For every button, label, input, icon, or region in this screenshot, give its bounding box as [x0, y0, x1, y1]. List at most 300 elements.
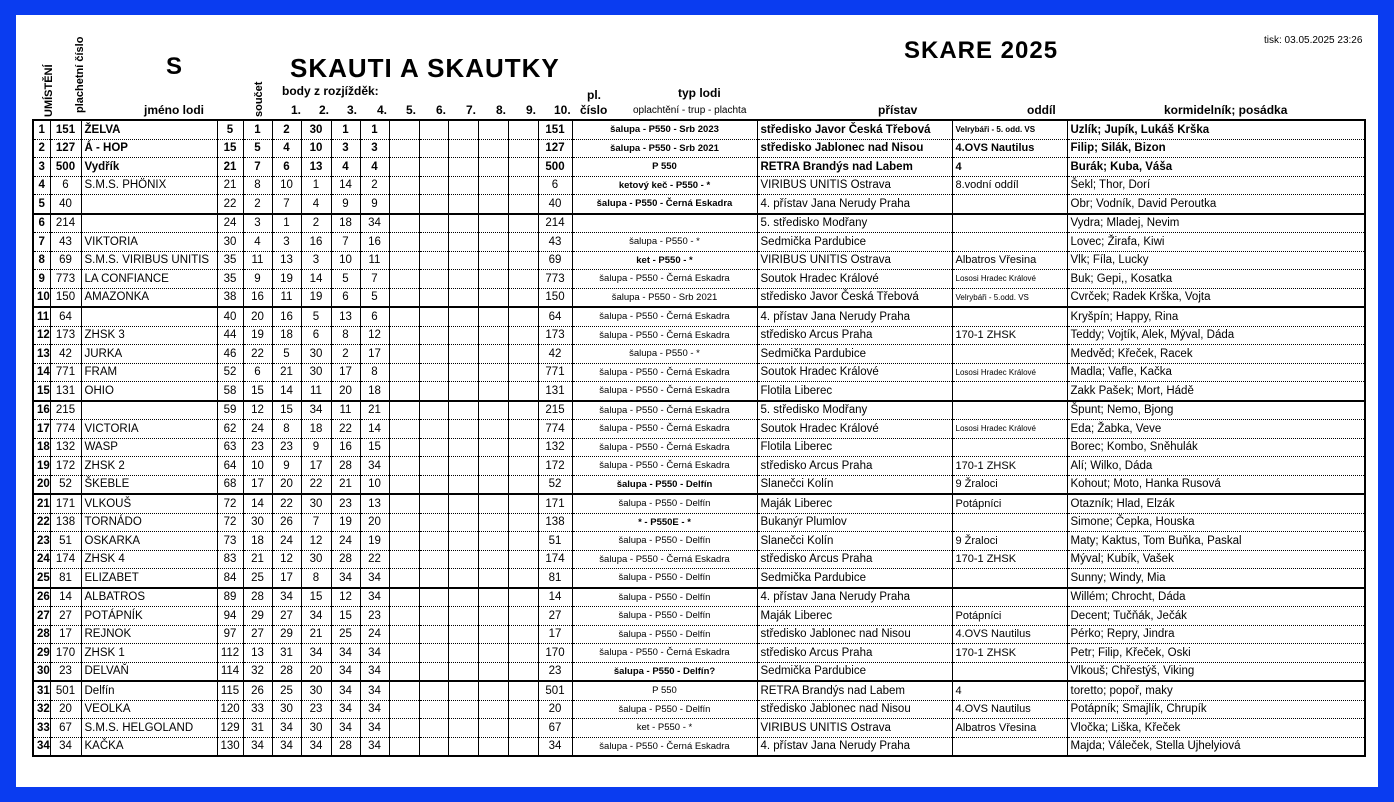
boat-name-cell — [81, 307, 217, 326]
crew-cell: Pérko; Repry, Jindra — [1067, 625, 1365, 644]
race-points-cell-empty — [448, 494, 478, 513]
race-points-cell: 3 — [301, 251, 331, 270]
boat-type-cell: P 550 — [572, 681, 757, 700]
total-cell: 73 — [217, 532, 243, 551]
race-points-cell-empty — [478, 438, 508, 457]
race-points-cell-empty — [478, 588, 508, 607]
race-points-cell: 8 — [272, 420, 301, 439]
total-cell: 120 — [217, 700, 243, 719]
sail-number-cell: 214 — [50, 214, 81, 233]
sail-number-cell: 6 — [50, 176, 81, 195]
race-points-cell-empty — [508, 550, 538, 569]
race-points-cell-empty — [448, 700, 478, 719]
race-points-cell: 26 — [243, 681, 272, 700]
race-points-cell: 27 — [272, 607, 301, 626]
race-points-cell: 19 — [301, 288, 331, 307]
sail-number-cell: 52 — [50, 475, 81, 494]
race-points-cell: 20 — [272, 475, 301, 494]
race-points-cell: 28 — [331, 737, 360, 756]
race-points-cell-empty — [419, 681, 448, 700]
race-points-cell: 2 — [272, 120, 301, 139]
race-points-cell: 20 — [243, 307, 272, 326]
sail-number-short-cell: 51 — [538, 532, 572, 551]
crew-cell: Simone; Čepka, Houska — [1067, 513, 1365, 532]
table-row — [33, 737, 1365, 756]
boat-type-cell: šalupa - P550 - Černá Eskadra — [572, 195, 757, 214]
boat-type-cell: šalupa - P550 - Černá Eskadra — [572, 420, 757, 439]
crew-cell: Kohout; Moto, Hanka Rusová — [1067, 475, 1365, 494]
table-row — [33, 401, 1365, 420]
boat-type-cell: šalupa - P550 - Černá Eskadra — [572, 270, 757, 289]
harbour-cell: Soutok Hradec Králové — [757, 270, 952, 289]
boat-name-cell: ZHSK 3 — [81, 326, 217, 345]
race-points-cell-empty — [508, 158, 538, 177]
table-row — [33, 550, 1365, 569]
print-time: tisk: 03.05.2025 23:26 — [1264, 35, 1363, 46]
race-points-cell: 12 — [360, 326, 389, 345]
table-row — [33, 326, 1365, 345]
race-points-cell: 15 — [301, 588, 331, 607]
race-points-cell-empty — [448, 662, 478, 681]
boat-name-cell — [81, 401, 217, 420]
total-cell: 21 — [217, 158, 243, 177]
sail-number-cell: 774 — [50, 420, 81, 439]
race-points-cell: 34 — [331, 719, 360, 738]
race-points-cell: 34 — [331, 569, 360, 588]
race-points-cell-empty — [389, 438, 419, 457]
harbour-cell: VIRIBUS UNITIS Ostrava — [757, 251, 952, 270]
unit-cell: 4.OVS Nautilus — [952, 139, 1067, 158]
race-points-cell: 5 — [301, 307, 331, 326]
race-points-cell-empty — [448, 139, 478, 158]
race-points-cell-empty — [419, 438, 448, 457]
sail-number-cell: 773 — [50, 270, 81, 289]
total-cell: 40 — [217, 307, 243, 326]
unit-cell — [952, 737, 1067, 756]
race-points-cell-empty — [478, 401, 508, 420]
crew-cell: toretto; popoř, maky — [1067, 681, 1365, 700]
total-cell: 38 — [217, 288, 243, 307]
race-points-cell: 34 — [331, 681, 360, 700]
race-points-cell-empty — [419, 363, 448, 382]
sail-number-cell: 771 — [50, 363, 81, 382]
race-points-cell-empty — [448, 363, 478, 382]
header-boat-name: jméno lodi — [144, 103, 204, 117]
race-points-cell-empty — [448, 251, 478, 270]
race-points-cell: 11 — [331, 401, 360, 420]
sail-number-short-cell: 131 — [538, 382, 572, 401]
race-points-cell-empty — [478, 513, 508, 532]
boat-name-cell: VEOLKA — [81, 700, 217, 719]
race-points-cell: 20 — [331, 382, 360, 401]
crew-cell: Teddy; Vojtík, Alek, Mýval, Dáda — [1067, 326, 1365, 345]
boat-type-cell: šalupa - P550 - Černá Eskadra — [572, 550, 757, 569]
race-points-cell-empty — [389, 494, 419, 513]
harbour-cell: 4. přístav Jana Nerudy Praha — [757, 588, 952, 607]
sail-number-cell: 171 — [50, 494, 81, 513]
sail-number-short-cell: 174 — [538, 550, 572, 569]
boat-name-cell: VIKTORIA — [81, 233, 217, 252]
rank-cell: 17 — [33, 420, 50, 439]
boat-type-cell: šalupa - P550 - * — [572, 233, 757, 252]
race-points-cell-empty — [508, 176, 538, 195]
sail-number-cell: 150 — [50, 288, 81, 307]
race-points-cell-empty — [389, 363, 419, 382]
sail-number-short-cell: 40 — [538, 195, 572, 214]
boat-name-cell: OSKARKA — [81, 532, 217, 551]
rank-cell: 29 — [33, 644, 50, 663]
race-points-cell: 3 — [243, 214, 272, 233]
harbour-cell: Maják Liberec — [757, 607, 952, 626]
race-points-cell-empty — [478, 251, 508, 270]
race-points-cell-empty — [508, 644, 538, 663]
race-points-cell-empty — [389, 326, 419, 345]
total-cell: 35 — [217, 270, 243, 289]
table-row — [33, 195, 1365, 214]
race-points-cell: 18 — [272, 326, 301, 345]
unit-cell: 4 — [952, 681, 1067, 700]
race-points-cell-empty — [478, 737, 508, 756]
race-points-cell: 18 — [301, 420, 331, 439]
race-points-cell-empty — [448, 401, 478, 420]
race-points-cell-empty — [508, 700, 538, 719]
race-points-cell: 34 — [272, 737, 301, 756]
unit-cell: Lososi Hradec Králové — [952, 420, 1067, 439]
unit-cell: Albatros Vřesina — [952, 251, 1067, 270]
race-points-cell-empty — [419, 233, 448, 252]
boat-name-cell: OHIO — [81, 382, 217, 401]
race-points-cell-empty — [508, 625, 538, 644]
total-cell: 62 — [217, 420, 243, 439]
sail-number-short-cell: 42 — [538, 345, 572, 364]
race-points-cell: 22 — [301, 475, 331, 494]
race-points-cell: 15 — [360, 438, 389, 457]
race-points-cell-empty — [508, 326, 538, 345]
race-points-cell-empty — [478, 345, 508, 364]
race-points-cell: 34 — [272, 719, 301, 738]
race-points-cell-empty — [389, 270, 419, 289]
race-points-cell-empty — [508, 233, 538, 252]
total-cell: 89 — [217, 588, 243, 607]
unit-cell: 170-1 ZHSK — [952, 326, 1067, 345]
boat-name-cell: DELVAŇ — [81, 662, 217, 681]
race-points-cell: 10 — [301, 139, 331, 158]
rank-cell: 8 — [33, 251, 50, 270]
harbour-cell: středisko Javor Česká Třebová — [757, 120, 952, 139]
table-row — [33, 307, 1365, 326]
crew-cell: Špunt; Nemo, Bjong — [1067, 401, 1365, 420]
race-points-cell-empty — [419, 737, 448, 756]
crew-cell: Vločka; Liška, Křeček — [1067, 719, 1365, 738]
boat-type-cell: šalupa - P550 - * — [572, 345, 757, 364]
boat-name-cell: TORNÁDO — [81, 513, 217, 532]
boat-type-cell: šalupa - P550 - Černá Eskadra — [572, 401, 757, 420]
race-points-cell: 11 — [301, 382, 331, 401]
rank-cell: 20 — [33, 475, 50, 494]
race-points-cell: 18 — [331, 214, 360, 233]
boat-type-cell: šalupa - P550 - Delfín — [572, 700, 757, 719]
race-points-cell: 23 — [243, 438, 272, 457]
race-points-cell-empty — [478, 420, 508, 439]
race-points-cell: 17 — [243, 475, 272, 494]
race-points-cell: 11 — [360, 251, 389, 270]
boat-name-cell: ŠKEBLE — [81, 475, 217, 494]
race-points-cell-empty — [448, 120, 478, 139]
rank-cell: 30 — [33, 662, 50, 681]
total-cell: 35 — [217, 251, 243, 270]
race-points-cell: 25 — [331, 625, 360, 644]
rank-cell: 5 — [33, 195, 50, 214]
race-points-cell: 6 — [301, 326, 331, 345]
race-points-cell: 9 — [301, 438, 331, 457]
unit-cell — [952, 233, 1067, 252]
boat-type-cell: * - P550E - * — [572, 513, 757, 532]
race-points-cell-empty — [508, 251, 538, 270]
boat-type-cell: ket - P550 - * — [572, 719, 757, 738]
sail-number-short-cell: 150 — [538, 288, 572, 307]
total-cell: 58 — [217, 382, 243, 401]
boat-name-cell: LA CONFIANCE — [81, 270, 217, 289]
race-points-cell: 26 — [272, 513, 301, 532]
header-harbour: přístav — [878, 103, 918, 117]
race-points-cell-empty — [448, 233, 478, 252]
total-cell: 97 — [217, 625, 243, 644]
rank-cell: 10 — [33, 288, 50, 307]
race-points-cell: 2 — [301, 214, 331, 233]
harbour-cell: Flotila Liberec — [757, 382, 952, 401]
total-cell: 129 — [217, 719, 243, 738]
boat-type-cell — [572, 214, 757, 233]
race-points-cell-empty — [419, 401, 448, 420]
sail-number-short-cell: 172 — [538, 457, 572, 476]
race-points-cell-empty — [389, 401, 419, 420]
race-points-cell-empty — [389, 719, 419, 738]
table-row — [33, 513, 1365, 532]
race-points-cell-empty — [448, 569, 478, 588]
rank-cell: 26 — [33, 588, 50, 607]
results-table — [32, 119, 1366, 757]
crew-cell: Lovec; Žirafa, Kiwi — [1067, 233, 1365, 252]
race-points-cell: 34 — [360, 662, 389, 681]
race-points-cell: 22 — [331, 420, 360, 439]
sail-number-short-cell: 170 — [538, 644, 572, 663]
harbour-cell: středisko Arcus Praha — [757, 326, 952, 345]
race-points-cell: 7 — [331, 233, 360, 252]
race-points-cell-empty — [448, 607, 478, 626]
race-points-cell: 5 — [272, 345, 301, 364]
race-points-cell-empty — [389, 345, 419, 364]
boat-name-cell: S.M.S. PHÖNIX — [81, 176, 217, 195]
boat-type-cell: šalupa - P550 - Delfín — [572, 475, 757, 494]
race-points-cell: 1 — [243, 120, 272, 139]
total-cell: 59 — [217, 401, 243, 420]
header-sail-number: plachetní číslo — [74, 36, 86, 113]
race-points-cell: 19 — [331, 513, 360, 532]
race-points-cell: 12 — [301, 532, 331, 551]
race-points-cell-empty — [508, 195, 538, 214]
harbour-cell: středisko Javor Česká Třebová — [757, 288, 952, 307]
race-points-cell-empty — [389, 550, 419, 569]
race-points-cell-empty — [478, 494, 508, 513]
boat-name-cell: POTÁPNÍK — [81, 607, 217, 626]
total-cell: 115 — [217, 681, 243, 700]
race-points-cell-empty — [389, 120, 419, 139]
race-points-cell: 12 — [243, 401, 272, 420]
rank-cell: 13 — [33, 345, 50, 364]
race-points-cell: 28 — [331, 550, 360, 569]
race-number-header: 1. — [291, 103, 302, 117]
crew-cell: Zakk Pašek; Mort, Hádě — [1067, 382, 1365, 401]
harbour-cell: 5. středisko Modřany — [757, 401, 952, 420]
sail-number-cell: 138 — [50, 513, 81, 532]
rank-cell: 21 — [33, 494, 50, 513]
race-points-cell-empty — [508, 607, 538, 626]
race-points-cell: 25 — [243, 569, 272, 588]
sail-number-short-cell: 171 — [538, 494, 572, 513]
race-points-cell-empty — [419, 625, 448, 644]
category-letter: S — [166, 53, 183, 80]
sail-number-cell: 174 — [50, 550, 81, 569]
race-points-cell: 34 — [360, 569, 389, 588]
race-points-cell: 30 — [301, 719, 331, 738]
table-row — [33, 719, 1365, 738]
race-points-cell: 9 — [360, 195, 389, 214]
race-points-cell: 8 — [301, 569, 331, 588]
table-row — [33, 251, 1365, 270]
race-points-cell-empty — [478, 457, 508, 476]
boat-type-cell: šalupa - P550 - Černá Eskadra — [572, 457, 757, 476]
boat-name-cell: ALBATROS — [81, 588, 217, 607]
table-row — [33, 625, 1365, 644]
rank-cell: 1 — [33, 120, 50, 139]
total-cell: 44 — [217, 326, 243, 345]
sail-number-cell: 23 — [50, 662, 81, 681]
boat-type-cell: šalupa - P550 - Delfín? — [572, 662, 757, 681]
race-points-cell-empty — [508, 288, 538, 307]
race-points-cell: 34 — [331, 662, 360, 681]
race-points-cell: 34 — [360, 737, 389, 756]
rank-cell: 25 — [33, 569, 50, 588]
race-points-cell-empty — [389, 625, 419, 644]
race-points-cell: 5 — [360, 288, 389, 307]
race-points-cell: 34 — [360, 214, 389, 233]
race-points-cell: 16 — [272, 307, 301, 326]
race-points-cell-empty — [508, 307, 538, 326]
boat-name-cell: VLKOUŠ — [81, 494, 217, 513]
harbour-cell: Sedmička Pardubice — [757, 569, 952, 588]
unit-cell: 4.OVS Nautilus — [952, 700, 1067, 719]
race-points-cell: 7 — [243, 158, 272, 177]
table-row — [33, 288, 1365, 307]
boat-type-cell: šalupa - P550 - Černá Eskadra — [572, 326, 757, 345]
sail-number-cell: 34 — [50, 737, 81, 756]
race-points-cell-empty — [448, 475, 478, 494]
race-points-cell: 20 — [301, 662, 331, 681]
boat-name-cell: ZHSK 2 — [81, 457, 217, 476]
unit-cell — [952, 195, 1067, 214]
rank-cell: 34 — [33, 737, 50, 756]
race-points-cell-empty — [389, 700, 419, 719]
boat-type-cell: šalupa - P550 - Delfín — [572, 494, 757, 513]
header-total: součet — [253, 81, 265, 117]
race-points-cell: 34 — [331, 644, 360, 663]
race-points-cell: 30 — [301, 345, 331, 364]
race-points-cell-empty — [508, 532, 538, 551]
race-points-cell-empty — [419, 307, 448, 326]
total-cell: 114 — [217, 662, 243, 681]
sail-number-cell: 27 — [50, 607, 81, 626]
rank-cell: 16 — [33, 401, 50, 420]
race-number-header: 5. — [406, 103, 417, 117]
table-row — [33, 569, 1365, 588]
harbour-cell: středisko Arcus Praha — [757, 644, 952, 663]
table-row — [33, 494, 1365, 513]
race-number-header: 2. — [319, 103, 330, 117]
sail-number-short-cell: 773 — [538, 270, 572, 289]
unit-cell: Albatros Vřesina — [952, 719, 1067, 738]
race-points-cell: 3 — [272, 233, 301, 252]
boat-type-cell: šalupa - P550 - Černá Eskadra — [572, 382, 757, 401]
table-row — [33, 681, 1365, 700]
race-points-cell: 15 — [272, 401, 301, 420]
boat-name-cell: REJNOK — [81, 625, 217, 644]
unit-cell: 8.vodní oddíl — [952, 176, 1067, 195]
race-points-cell: 13 — [243, 644, 272, 663]
rank-cell: 2 — [33, 139, 50, 158]
harbour-cell: VIRIBUS UNITIS Ostrava — [757, 176, 952, 195]
harbour-cell: RETRA Brandýs nad Labem — [757, 681, 952, 700]
race-points-cell-empty — [389, 158, 419, 177]
unit-cell: 9 Žraloci — [952, 475, 1067, 494]
race-number-header: 6. — [436, 103, 447, 117]
race-points-cell-empty — [478, 120, 508, 139]
boat-name-cell: ZHSK 1 — [81, 644, 217, 663]
race-points-cell: 4 — [301, 195, 331, 214]
race-points-cell: 15 — [331, 607, 360, 626]
race-points-cell: 34 — [360, 719, 389, 738]
race-points-cell: 11 — [243, 251, 272, 270]
race-points-cell: 1 — [331, 120, 360, 139]
race-points-cell: 9 — [243, 270, 272, 289]
sail-number-short-cell: 23 — [538, 662, 572, 681]
race-points-cell: 34 — [360, 700, 389, 719]
race-points-cell: 10 — [243, 457, 272, 476]
race-points-cell: 8 — [360, 363, 389, 382]
rank-cell: 24 — [33, 550, 50, 569]
race-points-cell: 5 — [331, 270, 360, 289]
race-points-cell: 1 — [301, 176, 331, 195]
race-points-cell-empty — [389, 288, 419, 307]
results-table-body — [33, 120, 1365, 756]
harbour-cell: 4. přístav Jana Nerudy Praha — [757, 195, 952, 214]
race-points-cell-empty — [419, 326, 448, 345]
table-row — [33, 662, 1365, 681]
race-points-cell: 6 — [272, 158, 301, 177]
race-number-header: 4. — [377, 103, 388, 117]
race-points-cell-empty — [448, 737, 478, 756]
boat-type-cell: šalupa - P550 - Delfín — [572, 569, 757, 588]
race-number-header: 8. — [496, 103, 507, 117]
race-points-cell-empty — [448, 625, 478, 644]
unit-cell: 170-1 ZHSK — [952, 550, 1067, 569]
sail-number-cell: 17 — [50, 625, 81, 644]
race-points-cell: 17 — [301, 457, 331, 476]
total-cell: 94 — [217, 607, 243, 626]
unit-cell: Velrybáři - 5.odd. VS — [952, 288, 1067, 307]
sail-number-short-cell: 64 — [538, 307, 572, 326]
harbour-cell: 4. přístav Jana Nerudy Praha — [757, 737, 952, 756]
race-points-cell-empty — [508, 457, 538, 476]
